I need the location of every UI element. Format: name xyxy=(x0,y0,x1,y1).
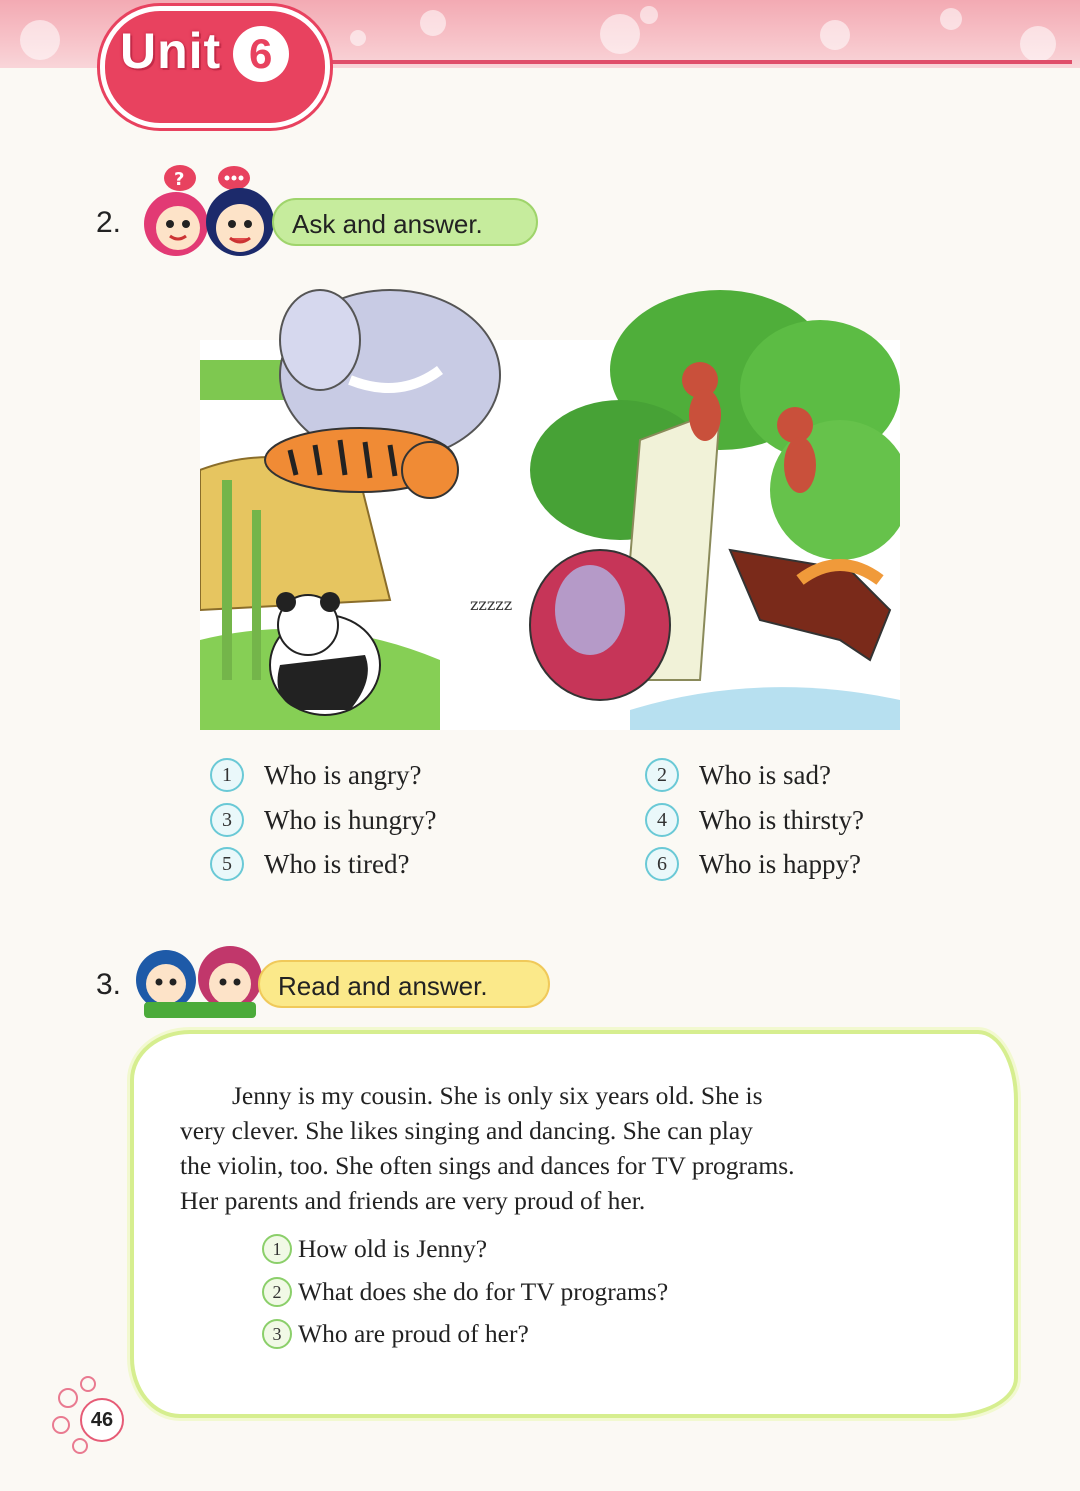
page-number: 46 xyxy=(80,1398,124,1442)
header-divider xyxy=(300,60,1072,64)
decor-bubble xyxy=(80,1376,96,1392)
question-1-text: Who is angry? xyxy=(264,759,422,790)
question-4-text: Who is thirsty? xyxy=(699,804,864,835)
read-question-3-number: 3 xyxy=(262,1319,292,1349)
read-question-1-number: 1 xyxy=(262,1234,292,1264)
read-question-3-text: Who are proud of her? xyxy=(298,1319,529,1348)
animals-illustration xyxy=(200,280,900,730)
question-3-number: 3 xyxy=(210,803,244,837)
svg-text:?: ? xyxy=(174,169,185,190)
question-4-number: 4 xyxy=(645,803,679,837)
read-question-2 xyxy=(262,1277,668,1307)
decor-bubble xyxy=(52,1416,70,1434)
question-6-number: 6 xyxy=(645,847,679,881)
question-6-text: Who is happy? xyxy=(699,848,861,879)
unit-number: 6 xyxy=(233,26,289,82)
section-3-number: 3. xyxy=(96,968,122,1001)
decor-bubble xyxy=(72,1438,88,1454)
question-5-number: 5 xyxy=(210,847,244,881)
question-5 xyxy=(210,847,409,881)
passage-line-4: Her parents and friends are very proud of her. xyxy=(180,1186,646,1215)
section-2-number: 2. xyxy=(96,206,122,239)
question-1-number: 1 xyxy=(210,758,244,792)
snore-text: zzzzz xyxy=(470,595,513,614)
section-2-title: Ask and answer. xyxy=(272,198,538,246)
read-question-3 xyxy=(262,1319,529,1349)
read-question-2-number: 2 xyxy=(262,1277,292,1307)
question-1 xyxy=(210,758,421,792)
question-4 xyxy=(645,803,864,837)
question-2-number: 2 xyxy=(645,758,679,792)
question-3 xyxy=(210,803,436,837)
read-question-2-text: What does she do for TV programs? xyxy=(298,1277,669,1306)
question-2-text: Who is sad? xyxy=(699,759,831,790)
section-3-title: Read and answer. xyxy=(258,960,550,1008)
passage-line-1: Jenny is my cousin. She is only six years old. She is xyxy=(232,1081,763,1110)
unit-label: Unit xyxy=(120,23,222,79)
question-6 xyxy=(645,847,861,881)
reading-passage xyxy=(180,1078,960,1218)
kids-icon xyxy=(136,162,286,258)
kids-reading-icon xyxy=(130,940,270,1022)
question-2 xyxy=(645,758,831,792)
read-question-1-text: How old is Jenny? xyxy=(298,1234,488,1263)
decor-bubble xyxy=(58,1388,78,1408)
unit-title xyxy=(120,22,289,82)
question-3-text: Who is hungry? xyxy=(264,804,437,835)
passage-line-3: the violin, too. She often sings and dances for TV programs. xyxy=(180,1151,795,1180)
question-5-text: Who is tired? xyxy=(264,848,410,879)
passage-line-2: very clever. She likes singing and dancing. She can play xyxy=(180,1116,753,1145)
read-question-1 xyxy=(262,1234,487,1264)
